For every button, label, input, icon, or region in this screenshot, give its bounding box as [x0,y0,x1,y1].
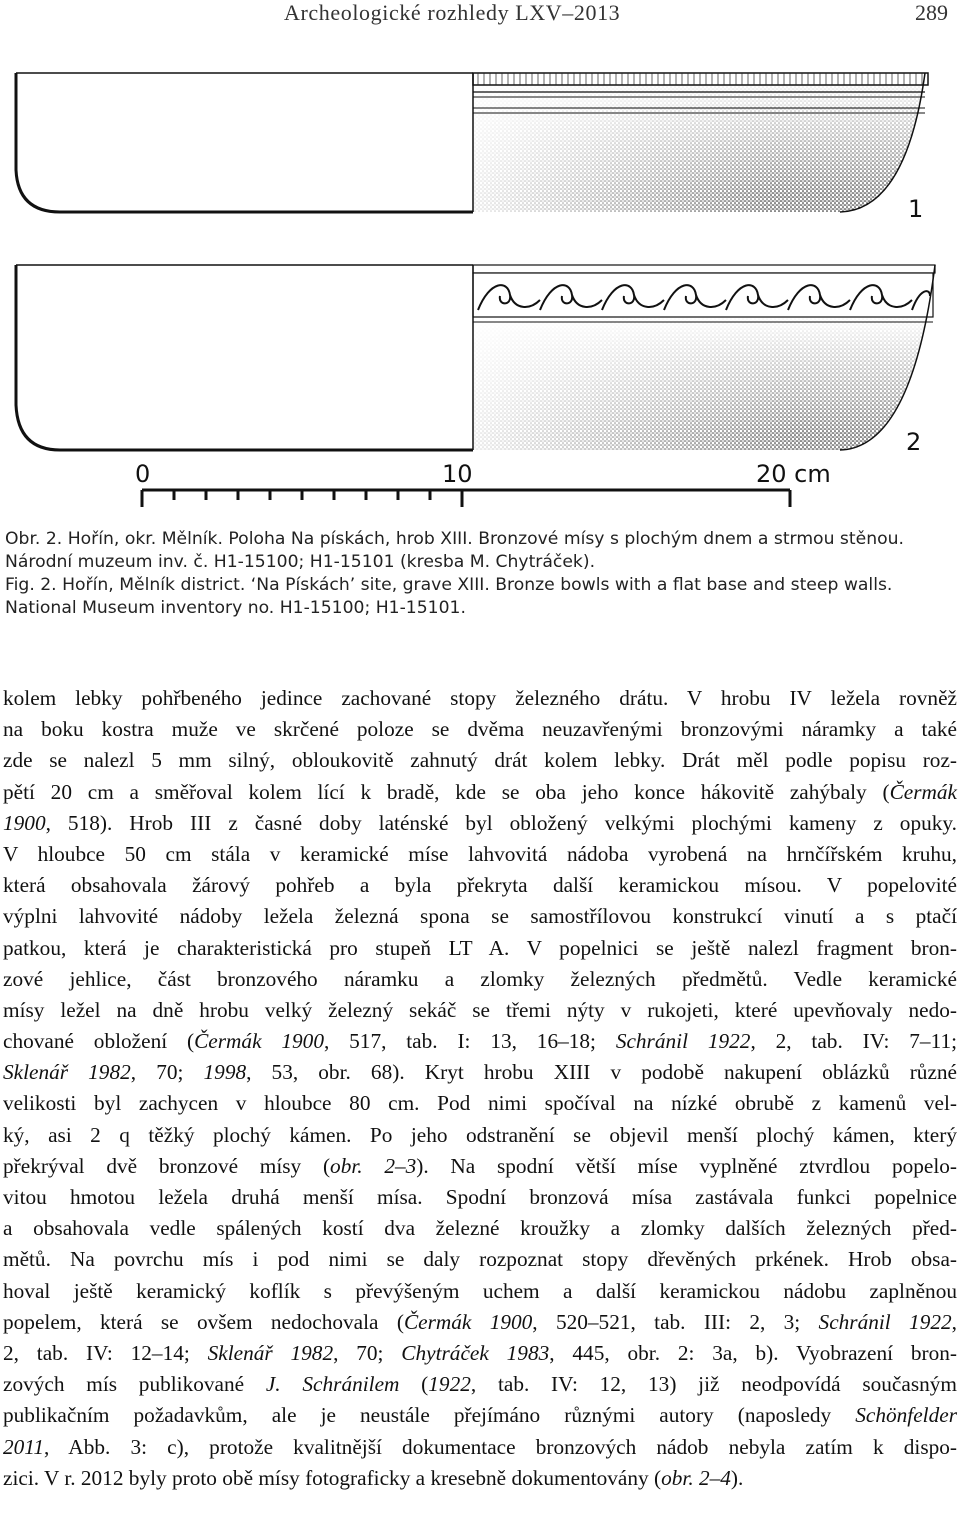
text-run: , 53, obr. 68). Kryt hrobu XIII v podobě nakupení oblázků různé [246,1060,958,1085]
body-line: výplni lahvovité nádoby ležela železná spona se samostřílovou konstrukcí vinutí a s ptačí [3,904,957,929]
bowl-1-rim [473,73,928,85]
scale-bar-ticks [142,490,790,507]
body-line: zde se nalezl 5 mm silný, obloukovitě zahnutý drát kolem lebky. Drát měl podle popisu roz- [3,748,957,773]
bowl-1-highlight-x [473,75,773,215]
text-run: pětí 20 cm a směřoval kolem lící k bradě, kde se oba jeho konce hákovitě zahýbaly ( [3,779,890,804]
caption-en-line-1: Fig. 2. Hořín, Mělník district. ‘Na Pískách’ site, grave XIII. Bronze bowls with a flat base and steep walls. [5,575,893,595]
text-run: , [951,1309,957,1334]
body-line: kolem lebky pohřbeného jedince zachované stopy železného drátu. V hrobu IV ležela rovněž [3,686,957,710]
bowl-2-frieze-band [473,273,933,317]
text-run: ). [730,1465,744,1490]
text-run: publikačním požadavkům, ale je neustále přejímáno různými autory (naposledy [3,1403,856,1428]
body-line [3,1151,957,1182]
page-number: 289 [915,0,948,25]
body-line: která obsahovala žárový pohřeb a byla překryta další keramickou mísou. V popelovité [3,873,957,898]
bowl-1-label: 1 [908,195,924,223]
citation: Sklenář 1982 [207,1340,334,1365]
bowl-2-profile [16,265,473,450]
body-line [3,1463,957,1494]
bowl-drawings-figure [0,60,960,515]
citation: Čermák 1900 [194,1029,324,1054]
figure-reference: obr. 2–4 [661,1465,731,1490]
body-paragraph [3,683,957,1494]
body-line: velikosti byl zachycen v hloubce 80 cm. Pod nimi spočíval na nízké obrubě z kamenů vel- [3,1091,957,1116]
figure-caption [5,528,955,620]
citation-year: 1998 [203,1060,247,1085]
body-line [3,777,957,808]
citation: Schránil 1922 [615,1029,751,1054]
text-run: , 2, tab. IV: 7–11; [750,1029,958,1054]
citation-year: 2011 [3,1434,45,1459]
page-header [0,0,960,28]
body-line: zové jehlice, část bronzového náramku a zlomky železných předmětů. Vedle keramické [3,966,957,991]
body-line: patkou, která je charakteristická pro stupeň LT A. V popelnici se ještě nalezl fragment bron- [3,935,957,960]
text-run: , 70; [130,1060,204,1085]
text-run: , 70; [333,1340,402,1365]
text-run: , 520–521, tab. III: 2, 3; [532,1309,819,1334]
caption-cz-line-2: Národní muzeum inv. č. H1-15100; H1-15101 (kresba M. Chytráček). [5,552,596,572]
body-line [3,1057,957,1088]
citation: Chytráček 1983 [401,1340,550,1365]
body-line: a obsahovala vedle spálených kostí dva železné kroužky a zlomky dalších železných před- [3,1216,957,1241]
body-line [3,1369,957,1400]
body-line [3,1026,957,1057]
citation: Čermák 1900 [403,1309,533,1334]
body-line: mětů. Na povrchu mís i pod nimi se daly rozpoznat stopy dřevěných prkének. Hrob obsa- [3,1247,957,1272]
text-run: , tab. IV: 12, 13) již neodpovídá současným [470,1372,957,1397]
text-run: , 517, tab. I: 13, 16–18; [323,1029,616,1054]
body-line: V hloubce 50 cm stála v keramické míse lahvovitá nádoba vyrobená na hrnčířském kruhu, [3,841,957,866]
citation: Schránil 1922 [818,1309,952,1334]
scale-label-20cm: 20 cm [756,460,831,488]
bowl-2-rim [473,265,935,273]
body-line [3,1338,957,1369]
scale-label-10: 10 [442,460,473,488]
figure-reference: obr. 2–3 [330,1153,417,1178]
bowl-2-label: 2 [906,428,922,456]
caption-cz-line-1: Obr. 2. Hořín, okr. Mělník. Poloha Na pískách, hrob XIII. Bronzové mísy s plochým dnem a strmou stěnou. [5,529,904,549]
text-run: , 518). Hrob III z časné doby laténské byl obložený velkými plochými kameny z opuky. [45,810,957,835]
body-line: ký, asi 2 q těžký plochý kámen. Po jeho odstranění se objevil menší plochý kámen, který [3,1122,957,1147]
bowl-2-drawing [16,265,935,456]
citation-year: 1900 [3,810,46,835]
journal-title: Archeologické rozhledy LXV–2013 [284,0,621,25]
citation-author: J. Schránilem [265,1372,400,1397]
bowl-1-profile [16,73,473,212]
body-line: hoval ještě keramický koflík s převýšeným uchem a další keramickou nádobu zaplněnou [3,1278,957,1303]
body-line [3,1400,957,1431]
body-line: mísy ležel na dně hrobu velký železný sekáč se třemi nýty v rukojeti, které upevňovaly nedo- [3,997,957,1022]
text-run: popelem, která se ovšem nedochovala ( [3,1309,404,1334]
body-line [3,1307,957,1338]
bowl-1-drawing [16,73,928,223]
body-line [3,808,957,839]
text-run: , 445, obr. 2: 3a, b). Vyobrazení bron- [549,1340,957,1365]
citation-year: 1922 [428,1372,471,1397]
text-run: ). Na spodní větší míse vyplněné ztvrdlou popelo- [416,1153,957,1178]
text-run: zových mís publikované [3,1372,266,1397]
body-line [3,1432,957,1463]
text-run: chované obložení ( [3,1029,195,1054]
text-run: ( [399,1372,429,1397]
body-line: vitou hmotou ležela druhá menší mísa. Spodní bronzová mísa zastávala funkci popelnice [3,1185,957,1209]
scale-label-0: 0 [135,460,151,488]
text-run: 2, tab. IV: 12–14; [3,1340,208,1365]
text-run: zici. V r. 2012 byly proto obě mísy fotograficky a kresebně dokumentovány ( [3,1465,662,1490]
citation-author: Čermák [889,779,957,804]
bowl-2-highlight-x [473,315,793,455]
body-line: na boku kostra muže ve skrčené poloze se dvěma neuzavřenými bronzovými náramky a také [3,717,957,742]
caption-en-line-2: National Museum inventory no. H1-15100; H1-15101. [5,598,466,618]
text-run: překrýval dvě bronzové mísy ( [3,1153,331,1178]
citation-author: Schönfelder [855,1403,957,1428]
text-run: , Abb. 3: c), protože kvalitnější dokumentace bronzových nádob nebyla zatím k dispo- [44,1434,957,1459]
scale-bar [135,460,831,507]
citation: Sklenář 1982 [3,1060,131,1085]
